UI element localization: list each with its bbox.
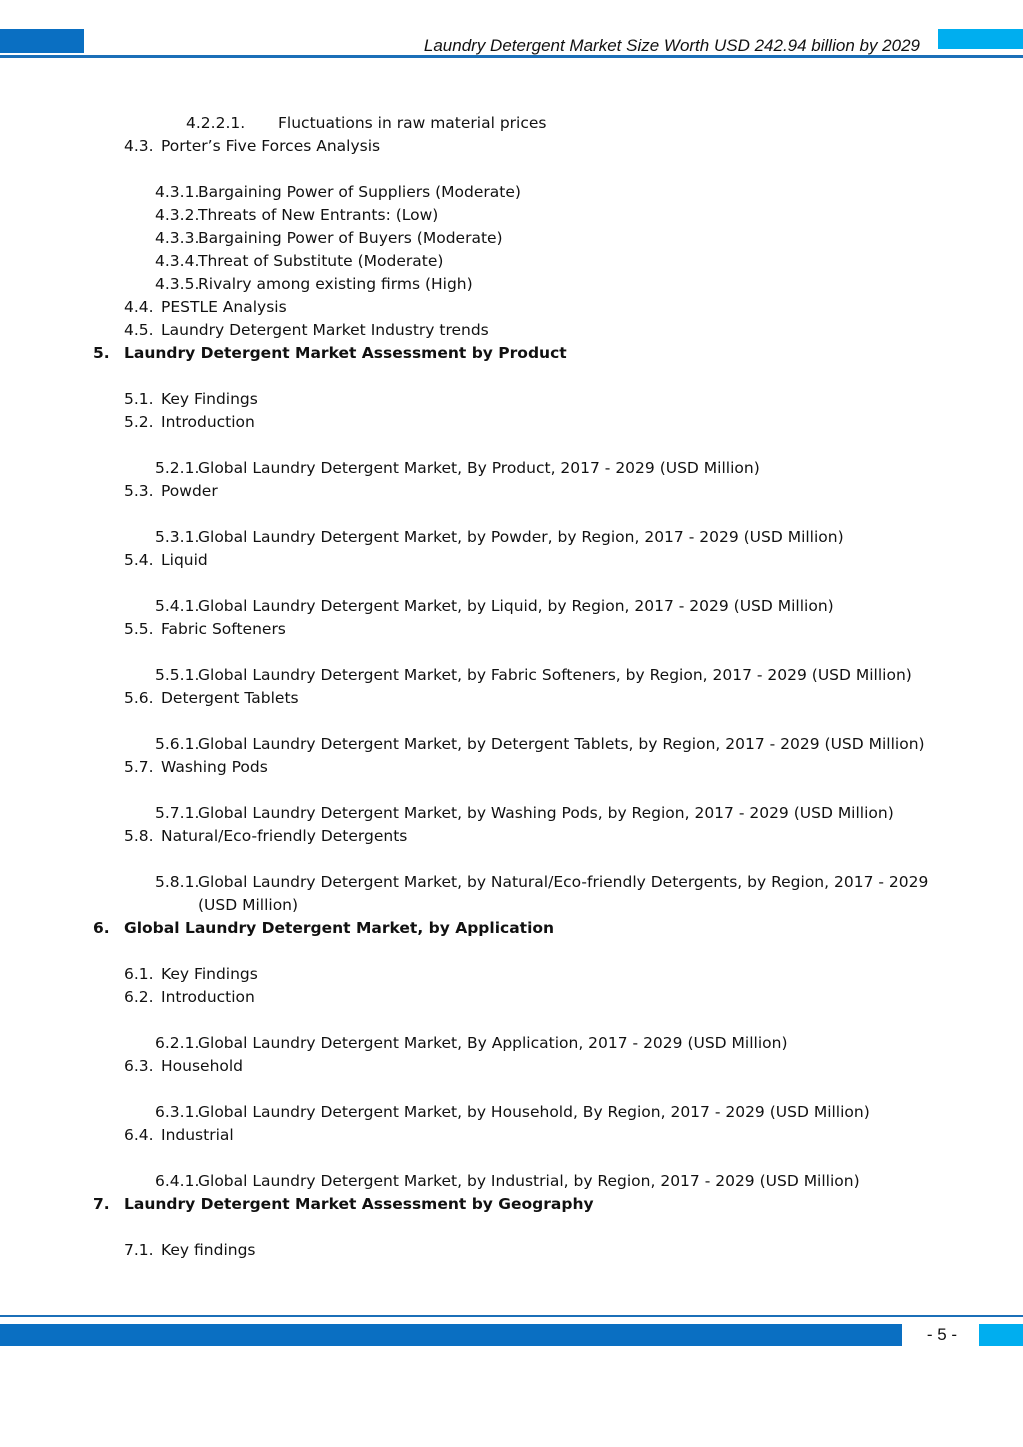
toc-entry-text: Liquid (161, 551, 208, 569)
toc-entry (124, 1124, 234, 1147)
toc-entry-number: 6.3. (124, 1057, 154, 1075)
toc-entry-number: 5.4.1. (155, 597, 200, 615)
toc-entry (155, 250, 443, 273)
toc-entry (124, 411, 255, 434)
toc-entry (155, 664, 912, 687)
toc-entry (124, 480, 218, 503)
toc-entry-text: Global Laundry Detergent Market, by Fabric Softeners, by Region, 2017 - 2029 (USD Million) (198, 666, 912, 684)
toc-entry-number: 6. (93, 919, 110, 937)
toc-entry-text: Laundry Detergent Market Assessment by Product (124, 344, 567, 362)
toc-entry (124, 1239, 256, 1262)
toc-entry (155, 204, 438, 227)
toc-entry-text: Threat of Substitute (Moderate) (198, 252, 444, 270)
toc-entry-text: Rivalry among existing firms (High) (198, 275, 473, 293)
toc-entry-text: Threats of New Entrants: (Low) (198, 206, 439, 224)
toc-entry-number: 6.4.1. (155, 1172, 200, 1190)
toc-entry (124, 963, 258, 986)
toc-entry-number: 5.1. (124, 390, 154, 408)
toc-entry (124, 756, 268, 779)
footer-accent-right (979, 1324, 1023, 1346)
toc-entry (124, 986, 255, 1009)
toc-entry-number: 6.2.1. (155, 1034, 200, 1052)
toc-entry-number: 5.7. (124, 758, 154, 776)
toc-entry (93, 342, 567, 365)
toc-entry-text: Global Laundry Detergent Market, by Detergent Tablets, by Region, 2017 - 2029 (USD Million) (198, 735, 925, 753)
toc-entry (155, 595, 834, 618)
toc-entry (124, 549, 208, 572)
toc-entry (155, 733, 925, 756)
toc-entry-text: Key findings (161, 1241, 256, 1259)
toc-entry-text: Detergent Tablets (161, 689, 299, 707)
toc-entry-number: 4.3.5. (155, 275, 200, 293)
toc-entry (155, 526, 844, 549)
toc-entry-text: Household (161, 1057, 244, 1075)
toc-entry (155, 1170, 860, 1193)
toc-entry-text: Introduction (161, 988, 255, 1006)
toc-entry-number: 4.4. (124, 298, 154, 316)
toc-entry-text: Global Laundry Detergent Market, by Application (124, 919, 555, 937)
toc-entry (155, 1032, 788, 1055)
toc-entry-number: 6.1. (124, 965, 154, 983)
header-accent-right (938, 29, 1023, 49)
toc-entry (93, 917, 554, 940)
toc-entry (124, 135, 380, 158)
toc-entry-number: 4.3. (124, 137, 154, 155)
toc-entry (124, 825, 407, 848)
header-accent-left (0, 29, 84, 53)
toc-entry-number: 7. (93, 1195, 110, 1213)
toc-entry-number: 5.3.1. (155, 528, 200, 546)
toc-entry-text: Key Findings (161, 390, 258, 408)
toc-entry (124, 296, 287, 319)
toc-entry-text: Laundry Detergent Market Assessment by Geography (124, 1195, 594, 1213)
toc-entry-number: 4.3.3. (155, 229, 200, 247)
toc-entry-text: Global Laundry Detergent Market, by Household, By Region, 2017 - 2029 (USD Million) (198, 1103, 870, 1121)
toc-entry (124, 618, 286, 641)
toc-entry (93, 1193, 594, 1216)
toc-entry-number: 5.5. (124, 620, 154, 638)
toc-entry-number: 5.2. (124, 413, 154, 431)
page-number: - 5 - (926, 1325, 958, 1344)
toc-entry-text: Fluctuations in raw material prices (278, 114, 547, 132)
toc-entry-number: 4.3.4. (155, 252, 200, 270)
toc-entry-text: Bargaining Power of Suppliers (Moderate) (198, 183, 521, 201)
toc-entry-number: 5.3. (124, 482, 154, 500)
toc-entry-number: 5.5.1. (155, 666, 200, 684)
toc-entry-text: (USD Million) (198, 896, 299, 914)
toc-entry-number: 5.6.1. (155, 735, 200, 753)
toc-entry-text: Powder (161, 482, 218, 500)
toc-entry-text: Global Laundry Detergent Market, By Application, 2017 - 2029 (USD Million) (198, 1034, 788, 1052)
toc-entry-text: PESTLE Analysis (161, 298, 287, 316)
toc-entry-number: 7.1. (124, 1241, 154, 1259)
toc-entry-text: Industrial (161, 1126, 234, 1144)
toc-entry-number: 5.8.1. (155, 873, 200, 891)
toc-entry-number: 6.4. (124, 1126, 154, 1144)
toc-entry (124, 687, 299, 710)
header-title: Laundry Detergent Market Size Worth USD 242.94 billion by 2029 (423, 36, 920, 55)
toc-entry-text: Global Laundry Detergent Market, by Natural/Eco-friendly Detergents, by Region, 2017 - 2029 (198, 873, 929, 891)
toc-entry (198, 894, 298, 917)
toc-entry-text: Global Laundry Detergent Market, By Product, 2017 - 2029 (USD Million) (198, 459, 760, 477)
toc-entry (155, 802, 894, 825)
toc-entry-number: 6.3.1. (155, 1103, 200, 1121)
toc-entry-text: Natural/Eco-friendly Detergents (161, 827, 408, 845)
header-rule (0, 55, 1023, 58)
toc-entry (124, 319, 489, 342)
toc-entry-text: Key Findings (161, 965, 258, 983)
toc-entry-text: Global Laundry Detergent Market, by Industrial, by Region, 2017 - 2029 (USD Million) (198, 1172, 860, 1190)
toc-entry-text: Porter’s Five Forces Analysis (161, 137, 381, 155)
toc-entry-number: 5.4. (124, 551, 154, 569)
toc-entry (155, 871, 928, 894)
toc-entry-text: Washing Pods (161, 758, 268, 776)
toc-entry-number: 6.2. (124, 988, 154, 1006)
toc-entry (155, 1101, 870, 1124)
toc-entry-text: Laundry Detergent Market Industry trends (161, 321, 489, 339)
footer-rule (0, 1315, 1023, 1317)
toc-entry-number: 5.7.1. (155, 804, 200, 822)
toc-entry-number: 5. (93, 344, 110, 362)
footer-bar (0, 1324, 902, 1346)
toc-entry-number: 5.8. (124, 827, 154, 845)
toc-entry-number: 5.2.1. (155, 459, 200, 477)
toc-entry (155, 227, 503, 250)
toc-entry-text: Bargaining Power of Buyers (Moderate) (198, 229, 503, 247)
toc-entry-text: Global Laundry Detergent Market, by Liquid, by Region, 2017 - 2029 (USD Million) (198, 597, 834, 615)
toc-entry-number: 5.6. (124, 689, 154, 707)
toc-entry-number: 4.5. (124, 321, 154, 339)
toc-entry (124, 388, 258, 411)
toc-entry-number: 4.2.2.1. (186, 114, 246, 132)
toc-entry-number: 4.3.2. (155, 206, 200, 224)
toc-entry-text: Introduction (161, 413, 255, 431)
toc-entry (155, 457, 760, 480)
toc-entry-number: 4.3.1. (155, 183, 200, 201)
toc-entry-text: Global Laundry Detergent Market, by Powder, by Region, 2017 - 2029 (USD Million) (198, 528, 844, 546)
toc-entry (124, 1055, 243, 1078)
toc-entry (186, 112, 546, 135)
toc-entry (155, 181, 521, 204)
toc-entry-text: Fabric Softeners (161, 620, 286, 638)
toc-entry-text: Global Laundry Detergent Market, by Washing Pods, by Region, 2017 - 2029 (USD Million) (198, 804, 894, 822)
toc-entry (155, 273, 473, 296)
